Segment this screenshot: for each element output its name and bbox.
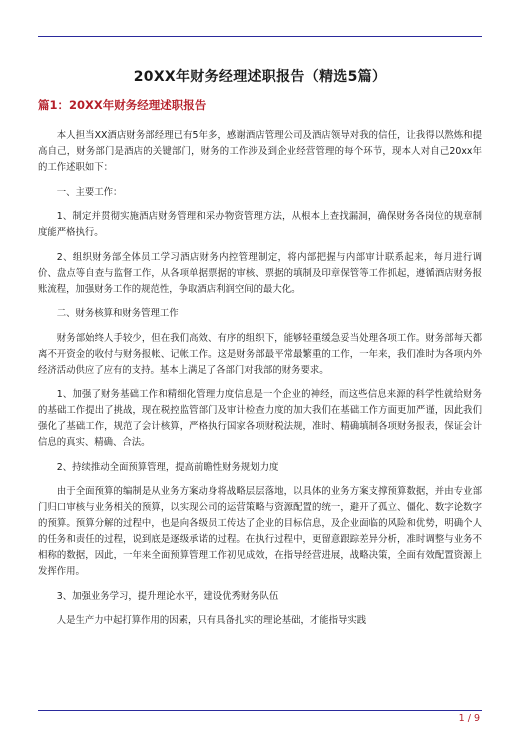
- article-heading: 篇1：20XX年财务经理述职报告: [38, 98, 207, 112]
- subsection-heading-budget: 2、持续推动全面预算管理，提高前瞻性财务规划力度: [56, 461, 279, 473]
- body-paragraph: 由于全面预算的编制是从业务方案动身将战略层层落地，以具体的业务方案支撑预算数据，并由专业部门归口审核与业务相关的预算，以实现公司的运营策略与资源配置的统一，避开了孤立、僵化、数字论数字的预算。预算分解的过程中，也是向各级员工传达了企业的目标信息，及企业面临的风险和优势，明确个人的任务和责任的过程，说到底是逐级承诺的过程。在执行过程中，更留意跟踪差异分析，准时调整与业务不相称的数据，因此，一年来全面预算管理工作初见成效，在指导经营进展，战略决策，全面有效配置资源上发挥作用。: [38, 486, 482, 577]
- document-title: 20XX年财务经理述职报告（精选5篇）: [133, 69, 387, 85]
- intro-paragraph: 本人担当XX酒店财务部经理已有5年多，感谢酒店管理公司及酒店领导对我的信任，让我得以熬炼和提高自己，财务部门是酒店的关键部门，财务的工作涉及到企业经营管理的每个环节，现本人对自己20xx年的工作述职如下：: [38, 130, 482, 173]
- section-heading-main-work: 一、主要工作：: [56, 186, 123, 198]
- header-rule: [38, 36, 482, 37]
- body-paragraph: 1、加强了财务基础工作和精细化管理力度信息是一个企业的神经，而这些信息来源的科学性就给财务的基础工作提出了挑战，现在税控监管部门及审计检查力度的加大我们在基础工作方面更加严谨，因此我们强化了基础工作，规范了会计核算，严格执行国家各项财税法规，准时、精确填制各项财务报表，保证会计信息的真实、精确、合法。: [38, 389, 482, 448]
- subsection-heading-learning: 3、加强业务学习，提升理论水平，建设优秀财务队伍: [56, 590, 279, 602]
- body-paragraph: 财务部始终人手较少，但在我们高效、有序的组织下，能够轻重缓急妥当处理各项工作。财务部每天都离不开资金的收付与财务报帐、记帐工作。这是财务部最平常最繁重的工作，一年来，我们准时为各项内外经济活动供应了应有的支持。基本上满足了各部门对我部的财务要求。: [38, 332, 482, 376]
- section-heading-accounting: 二、财务核算和财务管理工作: [56, 308, 179, 319]
- body-paragraph: 2、组织财务部全体员工学习酒店财务内控管理制定，将内部把握与内部审计联系起来，每月进行调价、盘点等自查与监督工作，从各项单据票据的审核、票据的填制及印章保管等工作抓起，遵循酒店财务报账流程，加强财务工作的规范性，争取酒店利润空间的最大化。: [38, 251, 482, 295]
- footer-rule: [38, 710, 482, 711]
- body-paragraph: 人是生产力中起打算作用的因素，只有具备扎实的理论基础，才能指导实践: [56, 615, 367, 626]
- document-body: [38, 128, 482, 638]
- body-paragraph: 1、制定并贯彻实施酒店财务管理和采办物资管理方法，从根本上查找漏洞，确保财务各岗位的规章制度能严格执行。: [38, 211, 482, 238]
- page-number: 1 / 9: [458, 713, 480, 724]
